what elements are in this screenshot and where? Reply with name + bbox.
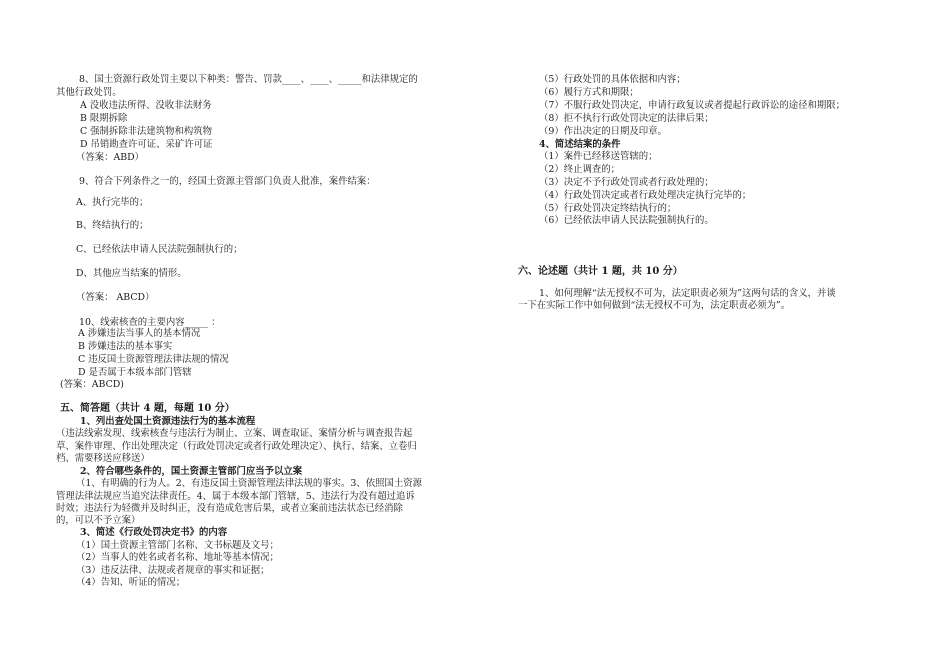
s5-q3-item-9: （9）作出决定的日期及印章。: [539, 126, 667, 137]
s5-q4-item-1: （1）案件已经移送管辖的；: [539, 151, 658, 162]
s5-q2-title: 2、符合哪些条件的，国土资源主管部门应当予以立案: [80, 466, 303, 477]
s6-q1-line1: 1、如何理解“法无授权不可为，法定职责必须为”这两句话的含义，并谈: [539, 288, 836, 299]
s5-q1-body-line3: 档、需要移送应移送）: [56, 453, 150, 464]
q9-answer: （答案： ABCD）: [76, 292, 155, 303]
q8-stem-line2: 其他行政处罚。: [56, 87, 122, 98]
s5-q1-body-line1: （违法线索发现、线索核查与违法行为制止、立案、调查取证、案情分析与调查报告起: [56, 428, 413, 439]
q10-option-a: A 涉嫌违法当事人的基本情况: [78, 328, 201, 339]
s5-q4-title: 4、简述结案的条件: [539, 139, 621, 150]
q10-option-c: C 违反国土资源管理法律法规的情况: [78, 354, 229, 365]
q8-answer: （答案：ABD）: [76, 152, 145, 163]
s5-q3-item-5: （5）行政处罚的具体依据和内容；: [539, 74, 686, 85]
q9-option-c: C、已经依法申请人民法院强制执行的；: [76, 244, 243, 255]
s5-q3-item-3: （3）违反法律、法规或者规章的事实和证据；: [76, 565, 270, 576]
s5-q3-item-2: （2）当事人的姓名或者名称、地址等基本情况；: [76, 552, 279, 563]
q10-answer: (答案：ABCD): [60, 379, 124, 390]
s5-q4-item-6: （6）已经依法申请人民法院强制执行的。: [539, 215, 714, 226]
s5-q2-body-line2: 管理法律法规应当追究法律责任。4、属于本级本部门管辖，5、违法行为没有超过追诉: [56, 491, 415, 502]
q8-stem-line1: 8、国土资源行政处罚主要以下种类：警告、罚款____、____、_____和法律规定的: [79, 74, 418, 85]
s5-q3-title: 3、简述《行政处罚决定书》的内容: [80, 527, 228, 538]
q9-stem: 9、符合下列条件之一的，经国土资源主管部门负责人批准，案件结案：: [79, 176, 376, 187]
s5-q2-body-line1: （1、有明确的行为人。2、有违反国土资源管理法律法规的事实。3、依照国土资源: [76, 478, 423, 489]
s5-q4-item-4: （4）行政处罚决定或者行政处理决定执行完毕的；: [539, 190, 752, 201]
section6-title: 六、论述题（共计 1 题，共 10 分）: [518, 266, 683, 277]
q8-option-b: B 限期拆除: [80, 113, 128, 124]
s5-q2-body-line3: 时效；违法行为轻微并及时纠正，没有造成危害后果，或者立案前违法状态已经消除: [56, 503, 403, 514]
s5-q2-body-line4: 的，可以不予立案）: [56, 515, 141, 526]
q10-option-d: D 是否属于本级本部门管辖: [78, 367, 192, 378]
s5-q1-title: 1、列出查处国土资源违法行为的基本流程: [80, 416, 256, 427]
q8-option-a: A 没收违法所得、没收非法财务: [80, 100, 212, 111]
s5-q3-item-8: （8）拒不执行行政处罚决定的法律后果；: [539, 113, 714, 124]
s5-q3-item-6: （6）履行方式和期限；: [539, 87, 639, 98]
q8-option-c: C 强制拆除非法建筑物和构筑物: [80, 126, 213, 137]
s5-q4-item-2: （2）终止调查的；: [539, 164, 620, 175]
s5-q4-item-5: （5）行政处罚决定终结执行的；: [539, 203, 677, 214]
s6-q1-line2: 一下在实际工作中如何做到“法无授权不可为，法定职责必须为”。: [518, 300, 791, 311]
q10-stem: 10、线索核查的主要内容_____ ：: [79, 317, 221, 328]
q8-option-d: D 吊销勘查许可证、采矿许可证: [80, 139, 213, 150]
s5-q3-item-7: （7）不服行政处罚决定，申请行政复议或者提起行政诉讼的途径和期限；: [539, 100, 845, 111]
s5-q3-item-1: （1）国土资源主管部门名称、文书标题及文号；: [76, 540, 279, 551]
q9-option-b: B、终结执行的；: [76, 220, 149, 231]
s5-q4-item-3: （3）决定不予行政处罚或者行政处理的；: [539, 177, 714, 188]
q9-option-a: A、执行完毕的；: [76, 197, 149, 208]
s5-q3-item-4: （4）告知、听证的情况；: [76, 577, 186, 588]
section5-title: 五、简答题（共计 4 题，每题 10 分）: [60, 403, 235, 414]
q9-option-d: D、其他应当结案的情形。: [76, 268, 187, 279]
s5-q1-body-line2: 草、案件审理、作出处理决定（行政处罚决定或者行政处理决定）、执行、结案、立卷归: [56, 441, 417, 452]
q10-option-b: B 涉嫌违法的基本事实: [78, 341, 173, 352]
